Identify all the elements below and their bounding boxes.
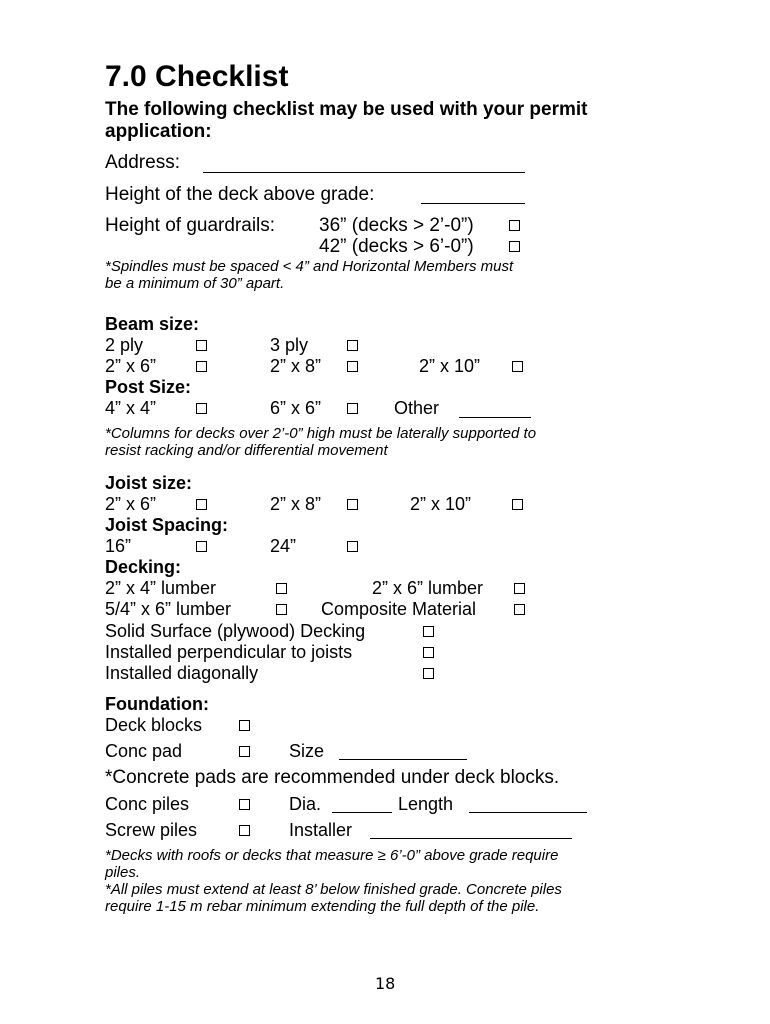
beam-2x6-label: 2” x 6” — [105, 356, 157, 376]
decking-54x6-checkbox[interactable] — [276, 604, 287, 615]
spacing-24-checkbox[interactable] — [347, 541, 358, 552]
guardrail-36-checkbox[interactable] — [509, 220, 520, 231]
guardrail-note-1: *Spindles must be spaced < 4” and Horizontal Members must — [105, 258, 514, 275]
joist-spacing-heading: Joist Spacing: — [105, 515, 229, 535]
decking-2x4-checkbox[interactable] — [276, 583, 287, 594]
size-field[interactable] — [339, 759, 467, 760]
installer-label: Installer — [289, 820, 353, 840]
post-6x6-checkbox[interactable] — [347, 403, 358, 414]
size-label: Size — [289, 741, 325, 761]
decking-54x6-label: 5/4” x 6” lumber — [105, 599, 232, 619]
post-note-2: resist racking and/or differential movement — [105, 442, 388, 459]
deck-height-label: Height of the deck above grade: — [105, 184, 375, 205]
joist-2x6-checkbox[interactable] — [196, 499, 207, 510]
length-field[interactable] — [469, 812, 587, 813]
guardrail-42-label: 42” (decks > 6’-0”) — [319, 236, 474, 257]
conc-pad-checkbox[interactable] — [239, 746, 250, 757]
dia-field[interactable] — [332, 812, 392, 813]
beam-2x6-checkbox[interactable] — [196, 361, 207, 372]
installer-field[interactable] — [370, 838, 572, 839]
beam-2x10-label: 2” x 10” — [419, 356, 481, 376]
address-field[interactable] — [203, 172, 525, 173]
joist-2x8-checkbox[interactable] — [347, 499, 358, 510]
decking-diagonal-checkbox[interactable] — [423, 668, 434, 679]
intro-line-1: The following checklist may be used with your permit — [105, 99, 588, 120]
conc-pad-label: Conc pad — [105, 741, 183, 761]
address-label: Address: — [105, 152, 180, 173]
deck-blocks-label: Deck blocks — [105, 715, 203, 735]
foundation-heading: Foundation: — [105, 694, 209, 714]
intro-line-2: application: — [105, 121, 212, 142]
guardrail-note-2: be a minimum of 30” apart. — [105, 275, 285, 292]
beam-size-heading: Beam size: — [105, 314, 200, 334]
decking-solid-label: Solid Surface (plywood) Decking — [105, 621, 366, 641]
decking-heading: Decking: — [105, 557, 182, 577]
beam-2ply-checkbox[interactable] — [196, 340, 207, 351]
decking-perpendicular-checkbox[interactable] — [423, 647, 434, 658]
deck-height-field[interactable] — [421, 203, 525, 204]
decking-perpendicular-label: Installed perpendicular to joists — [105, 642, 353, 662]
beam-2ply-label: 2 ply — [105, 335, 144, 355]
joist-2x10-label: 2” x 10” — [410, 494, 472, 514]
joist-2x10-checkbox[interactable] — [512, 499, 523, 510]
page-title: 7.0 Checklist — [105, 60, 289, 93]
screw-piles-checkbox[interactable] — [239, 825, 250, 836]
beam-2x10-checkbox[interactable] — [512, 361, 523, 372]
dia-label: Dia. — [289, 794, 322, 814]
spacing-16-checkbox[interactable] — [196, 541, 207, 552]
joist-size-heading: Joist size: — [105, 473, 193, 493]
decking-solid-checkbox[interactable] — [423, 626, 434, 637]
decking-2x6-label: 2” x 6” lumber — [372, 578, 484, 598]
piles-note-1-line-2: piles. — [105, 864, 141, 881]
post-4x4-label: 4” x 4” — [105, 398, 157, 418]
guardrail-36-label: 36” (decks > 2’-0”) — [319, 215, 474, 236]
post-4x4-checkbox[interactable] — [196, 403, 207, 414]
guardrail-42-checkbox[interactable] — [509, 241, 520, 252]
beam-3ply-label: 3 ply — [270, 335, 309, 355]
length-label: Length — [398, 794, 454, 814]
joist-2x8-label: 2” x 8” — [270, 494, 322, 514]
page-number: 18 — [375, 974, 396, 993]
decking-composite-label: Composite Material — [321, 599, 477, 619]
decking-diagonal-label: Installed diagonally — [105, 663, 259, 683]
deck-blocks-checkbox[interactable] — [239, 720, 250, 731]
post-other-field[interactable] — [459, 417, 531, 418]
post-size-heading: Post Size: — [105, 377, 192, 397]
decking-2x4-label: 2” x 4” lumber — [105, 578, 217, 598]
post-note-1: *Columns for decks over 2’-0” high must be laterally supported to — [105, 425, 537, 442]
spacing-16-label: 16” — [105, 536, 132, 556]
guardrails-label: Height of guardrails: — [105, 215, 276, 236]
beam-3ply-checkbox[interactable] — [347, 340, 358, 351]
piles-note-2-line-1: *All piles must extend at least 8’ below finished grade. Concrete piles — [105, 881, 562, 898]
post-other-label: Other — [394, 398, 440, 418]
decking-composite-checkbox[interactable] — [514, 604, 525, 615]
spacing-24-label: 24” — [270, 536, 297, 556]
conc-piles-label: Conc piles — [105, 794, 190, 814]
beam-2x8-label: 2” x 8” — [270, 356, 322, 376]
piles-note-2-line-2: require 1-15 m rebar minimum extending the full depth of the pile. — [105, 898, 540, 915]
beam-2x8-checkbox[interactable] — [347, 361, 358, 372]
post-6x6-label: 6” x 6” — [270, 398, 322, 418]
conc-piles-checkbox[interactable] — [239, 799, 250, 810]
decking-2x6-checkbox[interactable] — [514, 583, 525, 594]
screw-piles-label: Screw piles — [105, 820, 198, 840]
joist-2x6-label: 2” x 6” — [105, 494, 157, 514]
piles-note-1-line-1: *Decks with roofs or decks that measure ≥ 6’-0” above grade require — [105, 847, 559, 864]
pads-note: *Concrete pads are recommended under deck blocks. — [105, 767, 560, 788]
